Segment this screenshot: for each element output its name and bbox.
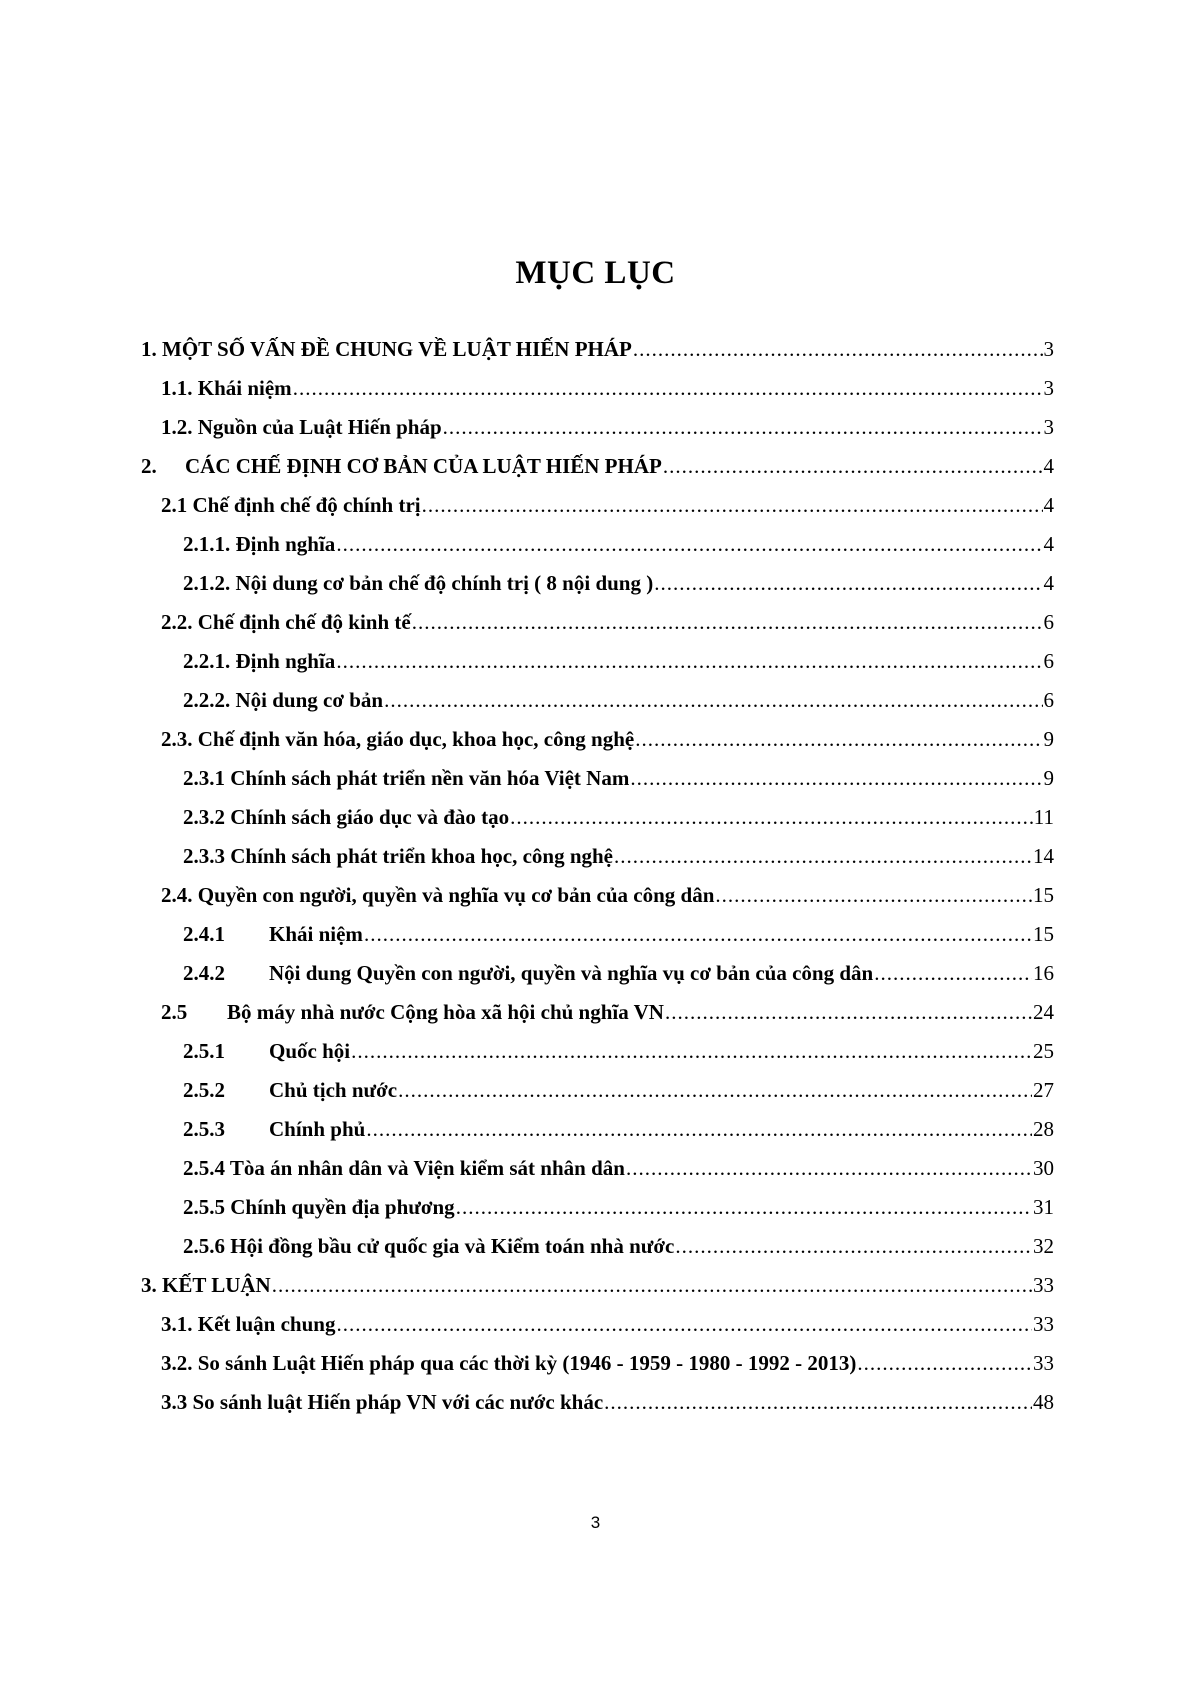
toc-entry-number: 2.5 <box>161 1000 188 1024</box>
toc-entry-label: 1. MỘT SỐ VẤN ĐỀ CHUNG VỀ LUẬT HIẾN PHÁP <box>141 337 632 361</box>
toc-entry-number: 2.5.2 <box>183 1078 225 1102</box>
dot-leader <box>633 330 1043 369</box>
toc-entry[interactable] <box>141 1383 1054 1422</box>
dot-leader <box>422 486 1043 525</box>
toc-entry-page: 4 <box>1043 493 1054 517</box>
toc-entry-page: 32 <box>1033 1234 1054 1258</box>
toc-entry-number: 2.5.3 <box>183 1117 225 1141</box>
toc-entry-page: 33 <box>1033 1273 1054 1297</box>
toc-entry-label: 2.5.6 Hội đồng bầu cử quốc gia và Kiểm toán nhà nước <box>183 1234 675 1258</box>
dot-leader <box>630 759 1042 798</box>
toc-entry-page: 9 <box>1043 727 1054 751</box>
dot-leader <box>293 369 1043 408</box>
toc-entry-page: 4 <box>1043 532 1054 556</box>
toc-entry-label: 2.3.2 Chính sách giáo dục và đào tạo <box>183 805 510 829</box>
dot-leader <box>654 564 1042 603</box>
toc-entry-label: 2.5.5 Chính quyền địa phương <box>183 1195 455 1219</box>
toc-entry-label: 3. KẾT LUẬN <box>141 1273 271 1297</box>
toc-entry-page: 15 <box>1033 922 1054 946</box>
toc-entry[interactable] <box>141 447 1054 486</box>
toc-entry[interactable] <box>141 915 1054 954</box>
dot-leader <box>364 915 1032 954</box>
toc-entry-label: 2.1.1. Định nghĩa <box>183 532 336 556</box>
dot-leader <box>663 447 1043 486</box>
toc-entry-number: 2.5.1 <box>183 1039 225 1063</box>
toc-entry-page: 3 <box>1043 415 1054 439</box>
toc-entry-page: 33 <box>1033 1312 1054 1336</box>
dot-leader <box>384 681 1042 720</box>
toc-entry[interactable] <box>141 369 1054 408</box>
toc-entry-label: Chính phủ <box>269 1117 366 1141</box>
toc-entry[interactable] <box>141 993 1054 1032</box>
toc-entry[interactable] <box>141 954 1054 993</box>
toc-entry[interactable] <box>141 1227 1054 1266</box>
toc-entry-page: 4 <box>1043 454 1054 478</box>
page-title: MỤC LỤC <box>515 255 676 291</box>
toc-entry-page: 25 <box>1033 1039 1054 1063</box>
toc-entry-label: 2.3.1 Chính sách phát triển nền văn hóa Việt Nam <box>183 766 630 790</box>
table-of-contents <box>141 330 1054 1422</box>
toc-entry[interactable] <box>141 1188 1054 1227</box>
toc-entry-page: 14 <box>1033 844 1054 868</box>
toc-entry-page: 3 <box>1043 376 1054 400</box>
toc-entry-page: 6 <box>1043 649 1054 673</box>
dot-leader <box>272 1266 1032 1305</box>
toc-entry-label: Khái niệm <box>269 922 363 946</box>
toc-entry[interactable] <box>141 1344 1054 1383</box>
dot-leader <box>715 876 1032 915</box>
toc-entry[interactable] <box>141 1149 1054 1188</box>
dot-leader <box>626 1149 1032 1188</box>
toc-entry[interactable] <box>141 876 1054 915</box>
toc-entry-label: 2.1 Chế định chế độ chính trị <box>161 493 421 517</box>
dot-leader <box>675 1227 1032 1266</box>
toc-entry[interactable] <box>141 720 1054 759</box>
toc-entry[interactable] <box>141 1266 1054 1305</box>
dot-leader <box>398 1071 1032 1110</box>
toc-entry-page: 11 <box>1033 805 1054 829</box>
toc-entry-number: 2.4.1 <box>183 922 225 946</box>
dot-leader <box>857 1344 1032 1383</box>
toc-entry[interactable] <box>141 603 1054 642</box>
toc-entry[interactable] <box>141 798 1054 837</box>
page-number: 3 <box>590 1513 601 1532</box>
toc-entry[interactable] <box>141 408 1054 447</box>
toc-entry-label: 3.3 So sánh luật Hiến pháp VN với các nước khác <box>161 1390 604 1414</box>
toc-entry-page: 4 <box>1043 571 1054 595</box>
toc-entry[interactable] <box>141 1032 1054 1071</box>
toc-entry-label: CÁC CHẾ ĐỊNH CƠ BẢN CỦA LUẬT HIẾN PHÁP <box>185 454 662 478</box>
toc-entry[interactable] <box>141 1110 1054 1149</box>
dot-leader <box>456 1188 1032 1227</box>
toc-entry[interactable] <box>141 486 1054 525</box>
toc-entry-label: 1.2. Nguồn của Luật Hiến pháp <box>161 415 442 439</box>
dot-leader <box>443 408 1043 447</box>
toc-entry-page: 6 <box>1043 688 1054 712</box>
toc-entry[interactable] <box>141 1071 1054 1110</box>
toc-entry-page: 48 <box>1033 1390 1054 1414</box>
toc-entry-page: 30 <box>1033 1156 1054 1180</box>
toc-entry-page: 28 <box>1033 1117 1054 1141</box>
toc-entry-label: 2.3. Chế định văn hóa, giáo dục, khoa học, công nghệ <box>161 727 635 751</box>
toc-entry[interactable] <box>141 759 1054 798</box>
toc-entry-page: 31 <box>1033 1195 1054 1219</box>
dot-leader <box>614 837 1032 876</box>
toc-entry-label: 2.5.4 Tòa án nhân dân và Viện kiểm sát nhân dân <box>183 1156 625 1180</box>
toc-entry-label: 2.2. Chế định chế độ kinh tế <box>161 610 411 634</box>
dot-leader <box>874 954 1032 993</box>
toc-entry[interactable] <box>141 330 1054 369</box>
toc-entry-label: Quốc hội <box>269 1039 351 1063</box>
toc-entry-page: 15 <box>1033 883 1054 907</box>
toc-entry[interactable] <box>141 1305 1054 1344</box>
dot-leader <box>336 1305 1032 1344</box>
toc-entry-label: 3.2. So sánh Luật Hiến pháp qua các thời kỳ (1946 - 1959 - 1980 - 1992 - 2013) <box>161 1351 857 1375</box>
toc-entry-page: 27 <box>1033 1078 1054 1102</box>
toc-entry-label: Nội dung Quyền con người, quyền và nghĩa vụ cơ bản của công dân <box>269 961 874 985</box>
dot-leader <box>351 1032 1032 1071</box>
toc-entry-page: 33 <box>1033 1351 1054 1375</box>
dot-leader <box>366 1110 1032 1149</box>
toc-entry-label: 2.1.2. Nội dung cơ bản chế độ chính trị ( 8 nội dung ) <box>183 571 654 595</box>
toc-entry-label: 1.1. Khái niệm <box>161 376 292 400</box>
toc-entry-label: 2.2.2. Nội dung cơ bản <box>183 688 384 712</box>
toc-entry-label: 3.1. Kết luận chung <box>161 1312 336 1336</box>
toc-entry[interactable] <box>141 525 1054 564</box>
dot-leader <box>604 1383 1032 1422</box>
toc-entry-label: 2.4. Quyền con người, quyền và nghĩa vụ cơ bản của công dân <box>161 883 715 907</box>
toc-entry-page: 6 <box>1043 610 1054 634</box>
dot-leader <box>336 642 1042 681</box>
toc-entry[interactable] <box>141 564 1054 603</box>
toc-entry[interactable] <box>141 642 1054 681</box>
dot-leader <box>336 525 1042 564</box>
toc-entry[interactable] <box>141 837 1054 876</box>
dot-leader <box>510 798 1033 837</box>
toc-entry-label: 2.2.1. Định nghĩa <box>183 649 336 673</box>
toc-entry-label: Chủ tịch nước <box>269 1078 398 1102</box>
toc-entry-page: 16 <box>1033 961 1054 985</box>
dot-leader <box>635 720 1042 759</box>
toc-entry-page: 9 <box>1043 766 1054 790</box>
toc-entry-number: 2.4.2 <box>183 961 225 985</box>
toc-entry-label: Bộ máy nhà nước Cộng hòa xã hội chủ nghĩa VN <box>227 1000 664 1024</box>
dot-leader <box>665 993 1032 1032</box>
dot-leader <box>412 603 1043 642</box>
toc-entry-number: 2. <box>141 454 157 478</box>
toc-entry-page: 24 <box>1033 1000 1054 1024</box>
toc-entry-page: 3 <box>1043 337 1054 361</box>
toc-entry-label: 2.3.3 Chính sách phát triển khoa học, công nghệ <box>183 844 613 868</box>
toc-entry[interactable] <box>141 681 1054 720</box>
